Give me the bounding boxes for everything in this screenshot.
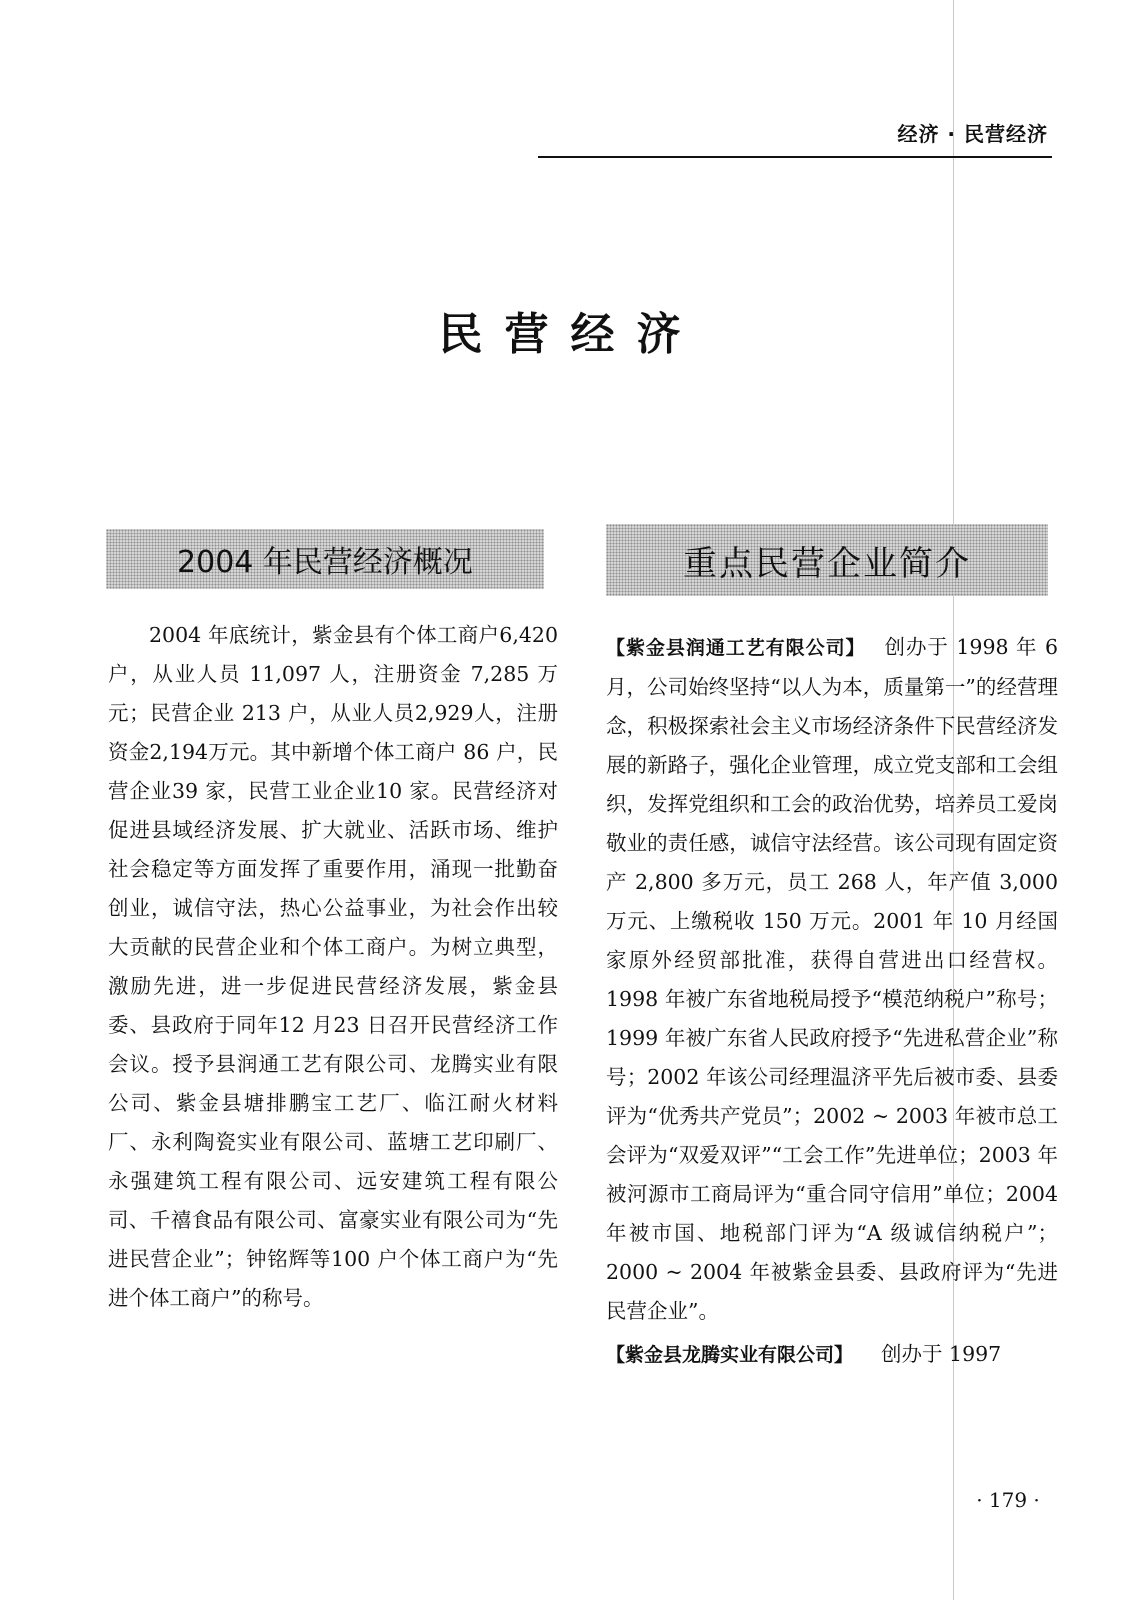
section-heading-enterprises	[606, 524, 1048, 596]
overview-column	[108, 616, 558, 1318]
header-rule	[538, 156, 1052, 158]
enterprise-title: 【紫金县润通工艺有限公司】	[606, 637, 866, 659]
enterprises-column	[606, 628, 1058, 1375]
page-number: · 179 ·	[976, 1488, 1040, 1512]
enterprise-title: 【紫金县龙腾实业有限公司】	[606, 1344, 854, 1366]
enterprise-entry	[606, 1335, 1058, 1375]
page-title: 民营经济	[438, 309, 703, 360]
enterprise-text: 创办于 1997	[881, 1342, 1002, 1366]
enterprise-text: 创办于 1998 年 6 月，公司始终坚持“以人为本，质量第一”的经营理念，积极探索社会主义市场经济条件下民营经济发展的新路子，强化企业管理，成立党支部和工会组织，发挥党组织和工会的政治优势，培养员工爱岗敬业的责任感，诚信守法经营。该公司现有固定资产 2,800 多万元，员工 268 人，年产值 3,000 万元、上缴税收 150 万元。2001 年 10 月经国家原外经贸部批准，获得自营进出口经营权。1998 年被广东省地税局授予“模范纳税户”称号；1999 年被广东省人民政府授予“先进私营企业”称号；2002 年该公司经理温济平先后被市委、县委评为“优秀共产党员”；2002 ~ 2003 年被市总工会评为“双爱双评”“工会工作”先进单位；2003 年被河源市工商局评为“重合同守信用”单位；2004年被市国、地税部门评为“A 级诚信纳税户”；2000 ~ 2004 年被紫金县委、县政府评为“先进民营企业”。	[606, 635, 1058, 1323]
section-heading-overview-text: 2004 年民营经济概况	[177, 545, 473, 580]
overview-paragraph: 2004 年底统计，紫金县有个体工商户6,420户，从业人员 11,097 人，注册资金 7,285 万元；民营企业 213 户，从业人员2,929人，注册资金2,194万元。其中新增个体工商户 86 户，民营企业39 家，民营工业企业10 家。民营经济对促进县域经济发展、扩大就业、活跃市场、维护社会稳定等方面发挥了重要作用，涌现一批勤奋创业，诚信守法，热心公益事业，为社会作出较大贡献的民营企业和个体工商户。为树立典型，激励先进，进一步促进民营经济发展，紫金县委、县政府于同年12 月23 日召开民营经济工作会议。授予县润通工艺有限公司、龙腾实业有限公司、紫金县塘排鹏宝工艺厂、临江耐火材料厂、永利陶瓷实业有限公司、蓝塘工艺印刷厂、永强建筑工程有限公司、远安建筑工程有限公司、千禧食品有限公司、富豪实业有限公司为“先进民营企业”；钟铭辉等100 户个体工商户为“先进个体工商户”的称号。	[108, 623, 558, 1310]
section-heading-enterprises-text: 重点民营企业简介	[683, 543, 971, 584]
enterprise-entry	[606, 628, 1058, 1331]
running-head: 经济 · 民营经济	[897, 122, 1048, 146]
section-heading-overview	[106, 529, 544, 589]
